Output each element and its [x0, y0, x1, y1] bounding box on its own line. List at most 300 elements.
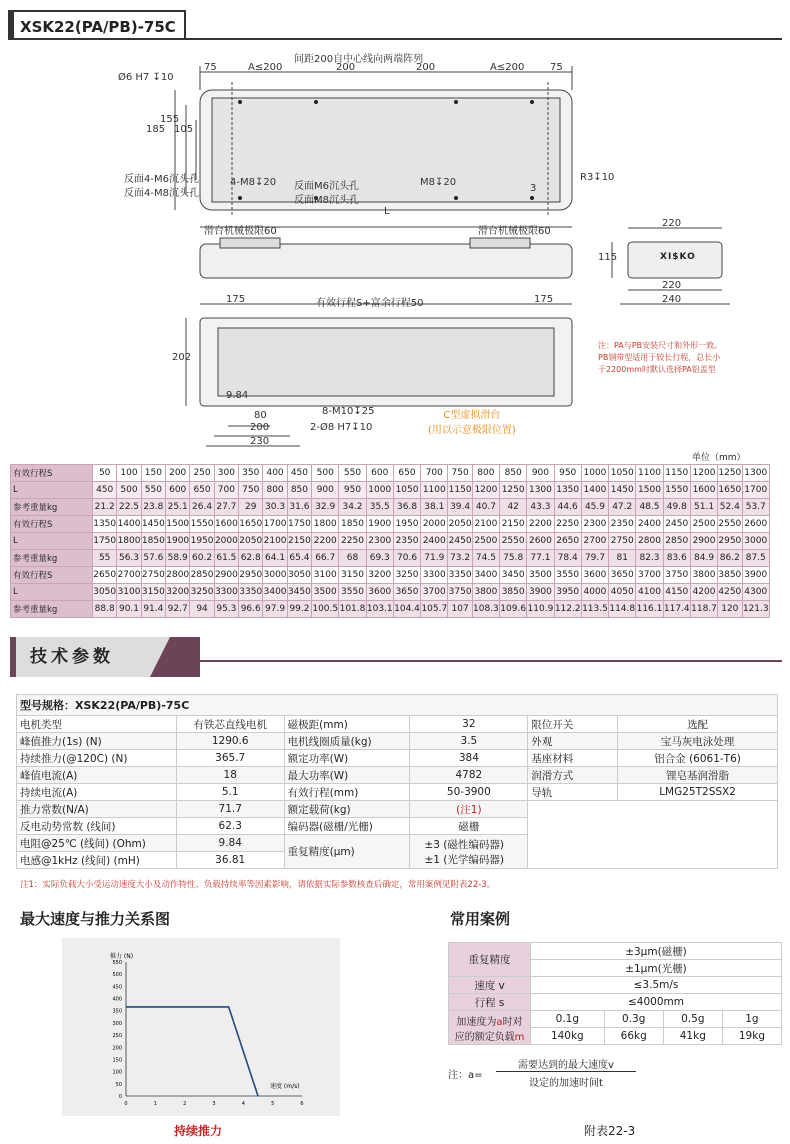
label-m6-mid: 反面M6沉头孔: [294, 181, 359, 192]
stroke-cell: 71.9: [421, 550, 448, 567]
stroke-cell: 68: [339, 550, 366, 567]
spec-cell: 外观: [528, 733, 618, 750]
dim-75-right: 75: [550, 62, 563, 73]
stroke-cell: 113.5: [581, 601, 608, 618]
hole-spec: Ø6 H7 ↧10: [118, 72, 174, 83]
stroke-cell: 2100: [263, 533, 287, 550]
limit-right: 滑台机械极限60: [478, 226, 551, 237]
stroke-cell: 99.2: [287, 601, 311, 618]
stroke-cell: 1000: [581, 465, 608, 482]
spec-cell: [528, 801, 778, 869]
stroke-cell: 87.5: [742, 550, 770, 567]
stroke-cell: 45.9: [581, 499, 608, 516]
spec-cell: 反电动势常数 (线间): [17, 818, 177, 835]
accel-label-line: 应的额定负载m: [454, 1031, 525, 1043]
stroke-cell: 1400: [117, 516, 141, 533]
bottom-dim-202: 202: [172, 352, 192, 363]
stroke-cell: 107: [448, 601, 472, 618]
stroke-cell: 3650: [609, 567, 636, 584]
stroke-cell: 2150: [500, 516, 527, 533]
stroke-cell: 94: [190, 601, 214, 618]
stroke-cell: 50: [93, 465, 117, 482]
label-r3: R3↧10: [580, 172, 615, 183]
label-m8-20: M8↧20: [420, 177, 457, 188]
stroke-cell: 2950: [239, 567, 263, 584]
spec-cell: LMG25T2SSX2: [618, 784, 778, 801]
spec-cell: 导轨: [528, 784, 618, 801]
spec-row: [17, 716, 778, 733]
end-dim-top: 220: [662, 218, 682, 229]
stroke-cell: 1900: [366, 516, 393, 533]
stroke-cell: 95.3: [214, 601, 238, 618]
stroke-cell: 3200: [166, 584, 190, 601]
stroke-cell: 90.1: [117, 601, 141, 618]
speed-label: 速度 v: [449, 977, 531, 994]
end-dim-height: 115: [598, 252, 618, 263]
spec-cell: 锂皂基润滑脂: [618, 767, 778, 784]
dim-185: 185: [146, 124, 166, 135]
end-dim-bottom: 240: [662, 294, 682, 305]
stroke-cell: 1200: [690, 465, 717, 482]
stroke-cell: 1800: [312, 516, 339, 533]
stroke-cell: 2550: [500, 533, 527, 550]
stroke-cell: 1700: [263, 516, 287, 533]
stroke-cell: 81: [609, 550, 636, 567]
c-slider-line: (用以示意极限位置): [428, 425, 516, 436]
stroke-cell: 3950: [554, 584, 581, 601]
stroke-cell: 116.1: [636, 601, 663, 618]
note-line: 于2200mm时默认选择PA铝盖型: [598, 365, 716, 374]
spec-row: [17, 733, 778, 750]
y-tick-label: 50: [115, 1081, 122, 1088]
stroke-cell: 62.8: [239, 550, 263, 567]
stroke-cell: 3600: [366, 584, 393, 601]
spec-row: [17, 767, 778, 784]
stroke-row: [11, 533, 770, 550]
y-tick-label: 500: [112, 972, 122, 979]
stroke-cell: 3900: [742, 567, 770, 584]
stroke-cell: 900: [312, 482, 339, 499]
stroke-cell: 1850: [141, 533, 165, 550]
stroke-cell: 21.2: [93, 499, 117, 516]
load-cell: 140kg: [531, 1028, 605, 1045]
spec-cell: 电阻@25℃ (线间) (Ohm): [17, 835, 177, 852]
stroke-row: [11, 584, 770, 601]
stroke-cell: 4300: [742, 584, 770, 601]
spec-table: [16, 694, 778, 869]
load-cell: 19kg: [722, 1028, 781, 1045]
formula-numerator: 需要达到的最大速度v: [496, 1056, 636, 1072]
bottom-dim-200: 200: [250, 422, 270, 433]
stroke-cell: 56.3: [117, 550, 141, 567]
stroke-cell: 32.9: [312, 499, 339, 516]
stroke-cell: 2500: [690, 516, 717, 533]
stroke-cell: 1350: [554, 482, 581, 499]
stroke-cell: 2450: [448, 533, 472, 550]
stroke-cell: 78.4: [554, 550, 581, 567]
stroke-cell: 3700: [636, 567, 663, 584]
stroke-cell: 600: [366, 465, 393, 482]
spec-cell: 18: [176, 767, 284, 784]
x-tick-label: 4: [241, 1101, 245, 1107]
stroke-row-label: 参考重量kg: [11, 550, 93, 567]
stroke-cell: 4150: [663, 584, 690, 601]
label-3: 3: [530, 183, 537, 194]
spec-cell: 32: [410, 716, 528, 733]
stroke-cell: 91.4: [141, 601, 165, 618]
stroke-cell: 4100: [636, 584, 663, 601]
stroke-cell: 1700: [742, 482, 770, 499]
stroke-cell: 1300: [742, 465, 770, 482]
stroke-cell: 2100: [472, 516, 499, 533]
stroke-cell: 1100: [636, 465, 663, 482]
stroke-cell: 700: [214, 482, 238, 499]
spec-row: [17, 784, 778, 801]
stroke-cell: 3800: [690, 567, 717, 584]
stroke-cell: 84.9: [690, 550, 717, 567]
stroke-row: [11, 516, 770, 533]
stroke-cell: 3300: [214, 584, 238, 601]
stroke-cell: 3100: [117, 584, 141, 601]
stroke-cell: 31.6: [287, 499, 311, 516]
stroke-cell: 104.4: [393, 601, 420, 618]
dim-155: 155: [160, 114, 180, 125]
stroke-cell: 900: [527, 465, 554, 482]
stroke-cell: 1850: [339, 516, 366, 533]
stroke-cell: 3150: [339, 567, 366, 584]
dim-200-a: 200: [336, 62, 356, 73]
formula-denominator: 设定的加速时间t: [529, 1078, 603, 1089]
spec-cell: 1290.6: [176, 733, 284, 750]
spec-row: [17, 801, 778, 818]
spec-cell: 最大功率(W): [284, 767, 410, 784]
stroke-cell: 3000: [263, 567, 287, 584]
end-logo: XI$KO: [660, 252, 696, 262]
stroke-cell: 2750: [609, 533, 636, 550]
spec-cell: 选配: [618, 716, 778, 733]
spec-cell: 推力常数(N/A): [17, 801, 177, 818]
pa-pb-note: [598, 340, 788, 376]
stroke-cell: 120: [718, 601, 742, 618]
stroke-cell: 4250: [718, 584, 742, 601]
spec-cell: (注1): [410, 801, 528, 818]
stroke-cell: 2200: [312, 533, 339, 550]
stroke-cell: 97.9: [263, 601, 287, 618]
stroke-cell: 3850: [718, 567, 742, 584]
x-tick-label: 1: [153, 1101, 157, 1107]
stroke-cell: 96.6: [239, 601, 263, 618]
stroke-cell: 109.6: [500, 601, 527, 618]
stroke-cell: 2400: [636, 516, 663, 533]
stroke-cell: 2250: [554, 516, 581, 533]
chart-title: 最大速度与推力关系图: [20, 910, 171, 928]
stroke-cell: 52.4: [718, 499, 742, 516]
stroke-table: [10, 464, 770, 618]
stroke-cell: 3700: [421, 584, 448, 601]
spec-cell: 有效行程(mm): [284, 784, 410, 801]
accel-cell: 0.1g: [531, 1011, 605, 1028]
label-m6-back: 反面4-M6沉头孔: [124, 174, 199, 185]
stroke-cell: 23.8: [141, 499, 165, 516]
spec-cell: 重复精度(μm): [284, 835, 410, 869]
y-tick-label: 450: [112, 984, 122, 991]
spec-cell: 额定功率(W): [284, 750, 410, 767]
x-tick-label: 0: [124, 1101, 128, 1107]
stroke-cell: 2500: [472, 533, 499, 550]
stroke-cell: 1800: [117, 533, 141, 550]
stroke-cell: 114.8: [609, 601, 636, 618]
stroke-cell: 3550: [554, 567, 581, 584]
stroke-cell: 2700: [581, 533, 608, 550]
y-tick-label: 300: [112, 1020, 122, 1027]
stroke-cell: 1100: [421, 482, 448, 499]
stroke-cell: 2000: [214, 533, 238, 550]
section-title: 技术参数: [10, 637, 182, 677]
accel-cell: 0.3g: [604, 1011, 663, 1028]
bottom-dim-230: 230: [250, 436, 270, 447]
stroke-cell: 600: [166, 482, 190, 499]
stroke-cell: 2900: [690, 533, 717, 550]
dim-105: 105: [174, 124, 194, 135]
stroke-cell: 3500: [527, 567, 554, 584]
stroke-cell: 1300: [527, 482, 554, 499]
stroke-cell: 75.8: [500, 550, 527, 567]
spec-cell: 润滑方式: [528, 767, 618, 784]
stroke-cell: 300: [214, 465, 238, 482]
precision-label: 重复精度: [449, 943, 531, 977]
y-axis-label: 推力 (N): [110, 953, 134, 960]
stroke-cell: 850: [500, 465, 527, 482]
stroke-cell: 3400: [472, 567, 499, 584]
stroke-cell: 450: [287, 465, 311, 482]
label-8-m10: 8-M10↧25: [322, 406, 375, 417]
stroke-row: [11, 482, 770, 499]
stroke-cell: 30.3: [263, 499, 287, 516]
stroke-cell: 82.3: [636, 550, 663, 567]
label-m8-back: 反面4-M8沉头孔: [124, 188, 199, 199]
spec-cell: 额定载荷(kg): [284, 801, 410, 818]
y-tick-label: 200: [112, 1045, 122, 1052]
spec-cell: 持续推力(@120C) (N): [17, 750, 177, 767]
spec-cell: 3.5: [410, 733, 528, 750]
stroke-cell: 101.8: [339, 601, 366, 618]
bottom-dim-80: 80: [254, 410, 267, 421]
stroke-cell: 1200: [472, 482, 499, 499]
stroke-cell: 1500: [166, 516, 190, 533]
accel-label: [449, 1011, 531, 1045]
spec-cell: 宝马灰电泳处理: [618, 733, 778, 750]
stroke-cell: 22.5: [117, 499, 141, 516]
precision-value: ±3μm(磁栅): [531, 943, 782, 960]
stroke-cell: 73.2: [448, 550, 472, 567]
stroke-cell: 3000: [742, 533, 770, 550]
spec-cell: 36.81: [176, 852, 284, 869]
series-line-continuous-force: [126, 1007, 258, 1096]
stroke-cell: 3500: [312, 584, 339, 601]
stroke-row: [11, 550, 770, 567]
stroke-cell: 3350: [239, 584, 263, 601]
stroke-cell: 1450: [609, 482, 636, 499]
stroke-cell: 48.5: [636, 499, 663, 516]
bottom-dim-175-right: 175: [534, 294, 554, 305]
spec-cell: 384: [410, 750, 528, 767]
stroke-cell: 3150: [141, 584, 165, 601]
stroke-cell: 500: [312, 465, 339, 482]
spec-cell: 50-3900: [410, 784, 528, 801]
y-tick-label: 550: [112, 960, 122, 966]
stroke-cell: 3450: [500, 567, 527, 584]
stroke-cell: 2450: [663, 516, 690, 533]
stroke-cell: 36.8: [393, 499, 420, 516]
stroke-cell: 650: [393, 465, 420, 482]
stroke-cell: 2150: [287, 533, 311, 550]
stroke-cell: 1750: [287, 516, 311, 533]
stroke-cell: 42: [500, 499, 527, 516]
stroke-row-label: 有效行程S: [11, 516, 93, 533]
stroke-cell: 2800: [636, 533, 663, 550]
stroke-cell: 2400: [421, 533, 448, 550]
spec-header: 型号规格：XSK22(PA/PB)-75C: [17, 695, 778, 716]
stroke-cell: 3250: [393, 567, 420, 584]
stroke-row: [11, 499, 770, 516]
bottom-dim-984: 9.84: [226, 390, 249, 401]
spec-cell: [410, 835, 528, 869]
stroke-cell: 250: [190, 465, 214, 482]
spec-cell: 磁极距(mm): [284, 716, 410, 733]
cases-table: [448, 942, 782, 1045]
stroke-cell: 2350: [609, 516, 636, 533]
stroke-cell: 500: [117, 482, 141, 499]
stroke-cell: 3900: [527, 584, 554, 601]
dim-a-right: A≤200: [490, 62, 525, 73]
y-tick-label: 350: [112, 1008, 122, 1015]
accel-label-line: 加速度为a时对: [456, 1016, 523, 1028]
c-slider-line: C型虚拟滑台: [443, 410, 501, 421]
stroke-cell: 3600: [581, 567, 608, 584]
precision-line: ±3 (磁性编码器): [424, 838, 504, 851]
stroke-cell: 26.4: [190, 499, 214, 516]
stroke-cell: 34.2: [339, 499, 366, 516]
stroke-cell: 118.7: [690, 601, 717, 618]
stroke-cell: 117.4: [663, 601, 690, 618]
spec-cell: 电机线圈质量(kg): [284, 733, 410, 750]
stroke-cell: 2650: [93, 567, 117, 584]
spec-cell: 71.7: [176, 801, 284, 818]
stroke-cell: 3800: [472, 584, 499, 601]
speed-force-chart: [62, 938, 340, 1116]
spec-cell: 5.1: [176, 784, 284, 801]
c-slider-note: [428, 406, 516, 436]
stroke-cell: 3450: [287, 584, 311, 601]
stroke-cell: 100: [117, 465, 141, 482]
stroke-cell: 1050: [609, 465, 636, 482]
speed-value: ≤3.5m/s: [531, 977, 782, 994]
stroke-cell: 39.4: [448, 499, 472, 516]
stroke-cell: 83.6: [663, 550, 690, 567]
accel-cell: 1g: [722, 1011, 781, 1028]
stroke-cell: 1950: [393, 516, 420, 533]
stroke-cell: 2900: [214, 567, 238, 584]
stroke-cell: 1150: [663, 465, 690, 482]
spec-cell: 9.84: [176, 835, 284, 852]
stroke-cell: 1350: [93, 516, 117, 533]
stroke-row-label: 有效行程S: [11, 465, 93, 482]
stroke-cell: 1900: [166, 533, 190, 550]
chart-legend: 持续推力: [174, 1124, 223, 1138]
stroke-cell: 950: [339, 482, 366, 499]
stroke-cell: 4050: [609, 584, 636, 601]
stroke-cell: 750: [239, 482, 263, 499]
label-2-phi8: 2-Ø8 H7↧10: [310, 422, 373, 433]
stroke-cell: 38.1: [421, 499, 448, 516]
stroke-row-label: 参考重量kg: [11, 601, 93, 618]
dimension-drawing: [0, 42, 790, 452]
stroke-cell: 49.8: [663, 499, 690, 516]
stroke-cell: 3750: [448, 584, 472, 601]
stroke-cell: 2350: [393, 533, 420, 550]
stroke-cell: 350: [239, 465, 263, 482]
stroke-cell: 750: [448, 465, 472, 482]
section-rule: [182, 660, 782, 662]
stroke-cell: 2550: [718, 516, 742, 533]
precision-line: ±1 (光学编码器): [424, 853, 504, 866]
spec-cell: 电感@1kHz (线间) (mH): [17, 852, 177, 869]
stroke-cell: 2700: [117, 567, 141, 584]
stroke-cell: 77.1: [527, 550, 554, 567]
label-4-m8: 4-M8↧20: [230, 177, 277, 188]
stroke-cell: 2950: [718, 533, 742, 550]
stroke-cell: 100.5: [312, 601, 339, 618]
stroke-cell: 51.1: [690, 499, 717, 516]
stroke-cell: 3200: [366, 567, 393, 584]
spec-cell: 基座材料: [528, 750, 618, 767]
spec-cell: 有铁芯直线电机: [176, 716, 284, 733]
stroke-cell: 44.6: [554, 499, 581, 516]
footnote: 注1：实际负载大小受运动速度大小及动作特性、负载持续率等因素影响，请依据实际参数核查后确定，常用案例见附表22-3。: [20, 880, 496, 890]
spec-row: [17, 750, 778, 767]
stroke-cell: 3850: [500, 584, 527, 601]
spec-header-row: [17, 695, 778, 716]
limit-left: 滑台机械极限60: [204, 226, 277, 237]
footer-ref: 附表22-3: [584, 1124, 636, 1138]
stroke-cell: 64.1: [263, 550, 287, 567]
stroke-cell: 3100: [312, 567, 339, 584]
stroke-cell: 1500: [636, 482, 663, 499]
stroke-row-label: L: [11, 482, 93, 499]
stroke-cell: 103.1: [366, 601, 393, 618]
stroke-cell: 1050: [393, 482, 420, 499]
spec-cell: 铝合金 (6061-T6): [618, 750, 778, 767]
stroke-cell: 1550: [190, 516, 214, 533]
stroke-cell: 55: [93, 550, 117, 567]
stroke-row-label: 参考重量kg: [11, 499, 93, 516]
note-line: PB钢带型适用于较长行程，总长小: [598, 353, 721, 362]
stroke-cell: 1250: [718, 465, 742, 482]
stroke-cell: 3300: [421, 567, 448, 584]
stroke-cell: 2300: [581, 516, 608, 533]
stroke-cell: 150: [141, 465, 165, 482]
stroke-cell: 43.3: [527, 499, 554, 516]
stroke-cell: 3050: [287, 567, 311, 584]
stroke-cell: 2200: [527, 516, 554, 533]
y-tick-label: 150: [112, 1057, 122, 1064]
bottom-dim-175-left: 175: [226, 294, 246, 305]
stroke-cell: 1650: [718, 482, 742, 499]
spec-cell: 4782: [410, 767, 528, 784]
x-axis-label: 速度 (m/s): [270, 1083, 300, 1090]
spec-cell: 限位开关: [528, 716, 618, 733]
spec-cell: 峰值推力(1s) (N): [17, 733, 177, 750]
